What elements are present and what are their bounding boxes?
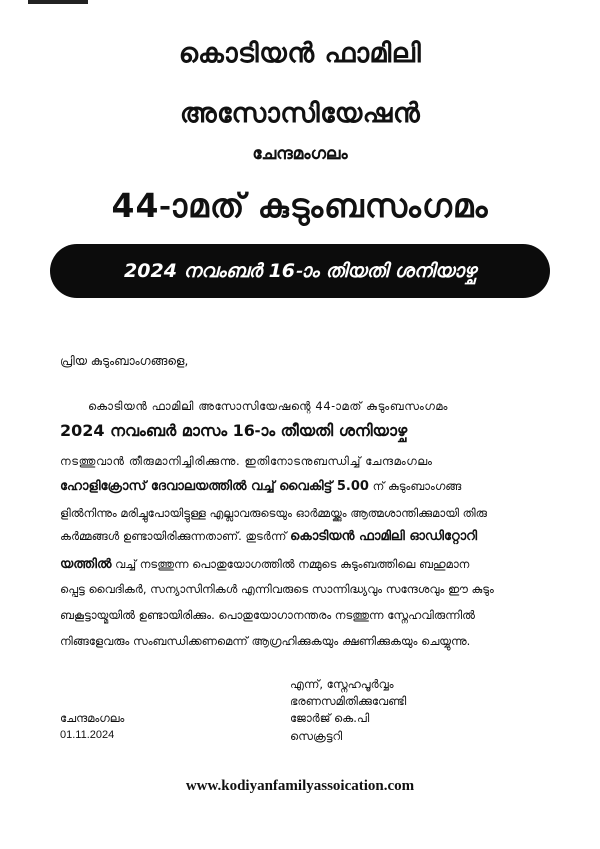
auditorium-text: കൊടിയൻ ഫാമിലി ഓഡിറ്റോറി: [290, 529, 478, 544]
letter-line-3: നടത്തുവാൻ തീരുമാനിച്ചിരിക്കുന്നു. ഇതിനോടനുബന്ധിച്ച് ചേന്ദമംഗലം: [60, 454, 433, 468]
scan-artifact: [28, 0, 88, 4]
event-title: 44-ാമത് കുടുംബസംഗമം: [111, 186, 489, 225]
footer-place: ചേന്ദമംഗലം: [60, 711, 125, 725]
letter-line-4-rest: ന് കുടുംബാംഗങ്ങ: [368, 479, 462, 493]
letter-line-9: ബകൂട്ടായ്മയിൽ ഉണ്ടായിരിക്കും. പൊതുയോഗാനന്തരം നടത്തുന്ന സ്നേഹവിരുന്നിൽ: [60, 608, 475, 622]
letter-line-6: [60, 528, 540, 545]
letter-line-4: [60, 478, 540, 495]
footer-date: 01.11.2024: [60, 729, 115, 741]
website-url: www.kodiyanfamilyassoication.com: [185, 778, 415, 794]
signature-title: സെക്രട്ടറി: [290, 729, 343, 743]
salutation: പ്രിയ കുടുംബാംഗങ്ങളെ,: [60, 354, 189, 368]
signature-committee: ഭരണസമിതിക്കുവേണ്ടി: [290, 694, 407, 708]
letter-line-7-rest: വച്ച് നടത്തുന്ന പൊതുയോഗത്തിൽ നമ്മുടെ കുടുംബത്തിലെ ബഹുമാന: [111, 557, 470, 571]
letter-line-8: പ്പെട്ട വൈദികർ, സന്യാസിനികൾ എന്നിവരുടെ സാന്നിദ്ധ്യവും സന്ദേശവും ഈ കുടും: [60, 582, 494, 596]
auditorium-text-cont: യത്തിൽ: [60, 557, 112, 572]
letter-line-6-rest: കർമ്മങ്ങൾ ഉണ്ടായിരിക്കുന്നതാണ്. തുടർന്ന്: [60, 529, 291, 543]
letter-line-7: [60, 556, 540, 573]
letter-line-1: കൊടിയൻ ഫാമിലി അസോസിയേഷന്റെ 44-ാമത് കുടുംബസംഗമം: [88, 399, 449, 413]
title-line-1: കൊടിയൻ ഫാമിലി: [178, 38, 422, 69]
letter-line-10: നിങ്ങളേവരും സംബന്ധിക്കണമെന്ന് ആഗ്രഹിക്കുകയും ക്ഷണിക്കുകയും ചെയ്യുന്നു.: [60, 634, 471, 648]
place-heading: ചേന്ദമംഗലം: [252, 144, 348, 164]
letter-line-2: 2024 നവംബർ മാസം 16-ാം തീയതി ശനിയാഴ്ച: [60, 421, 408, 440]
date-banner: [50, 244, 550, 298]
title-line-2: അസോസിയേഷൻ: [179, 98, 421, 129]
letter-line-5: ളിൽനിന്നും മരിച്ചുപോയിട്ടുള്ള എല്ലാവരുടെയും ഓർമ്മയ്ക്കും ആത്മശാന്തിക്കുമായി തിരു: [60, 506, 487, 520]
signature-closing: എന്ന്, സ്നേഹപൂർവ്വം: [290, 677, 394, 691]
date-banner-text: 2024 നവംബർ 16-ാം തിയതി ശനിയാഴ്ച: [124, 260, 476, 282]
signature-name: ജോർജ് കെ.പി: [290, 711, 370, 725]
venue-text: ഹോളിക്രോസ് ദേവാലയത്തിൽ വച്ച് വൈകിട്ട് 5.00: [60, 479, 369, 494]
